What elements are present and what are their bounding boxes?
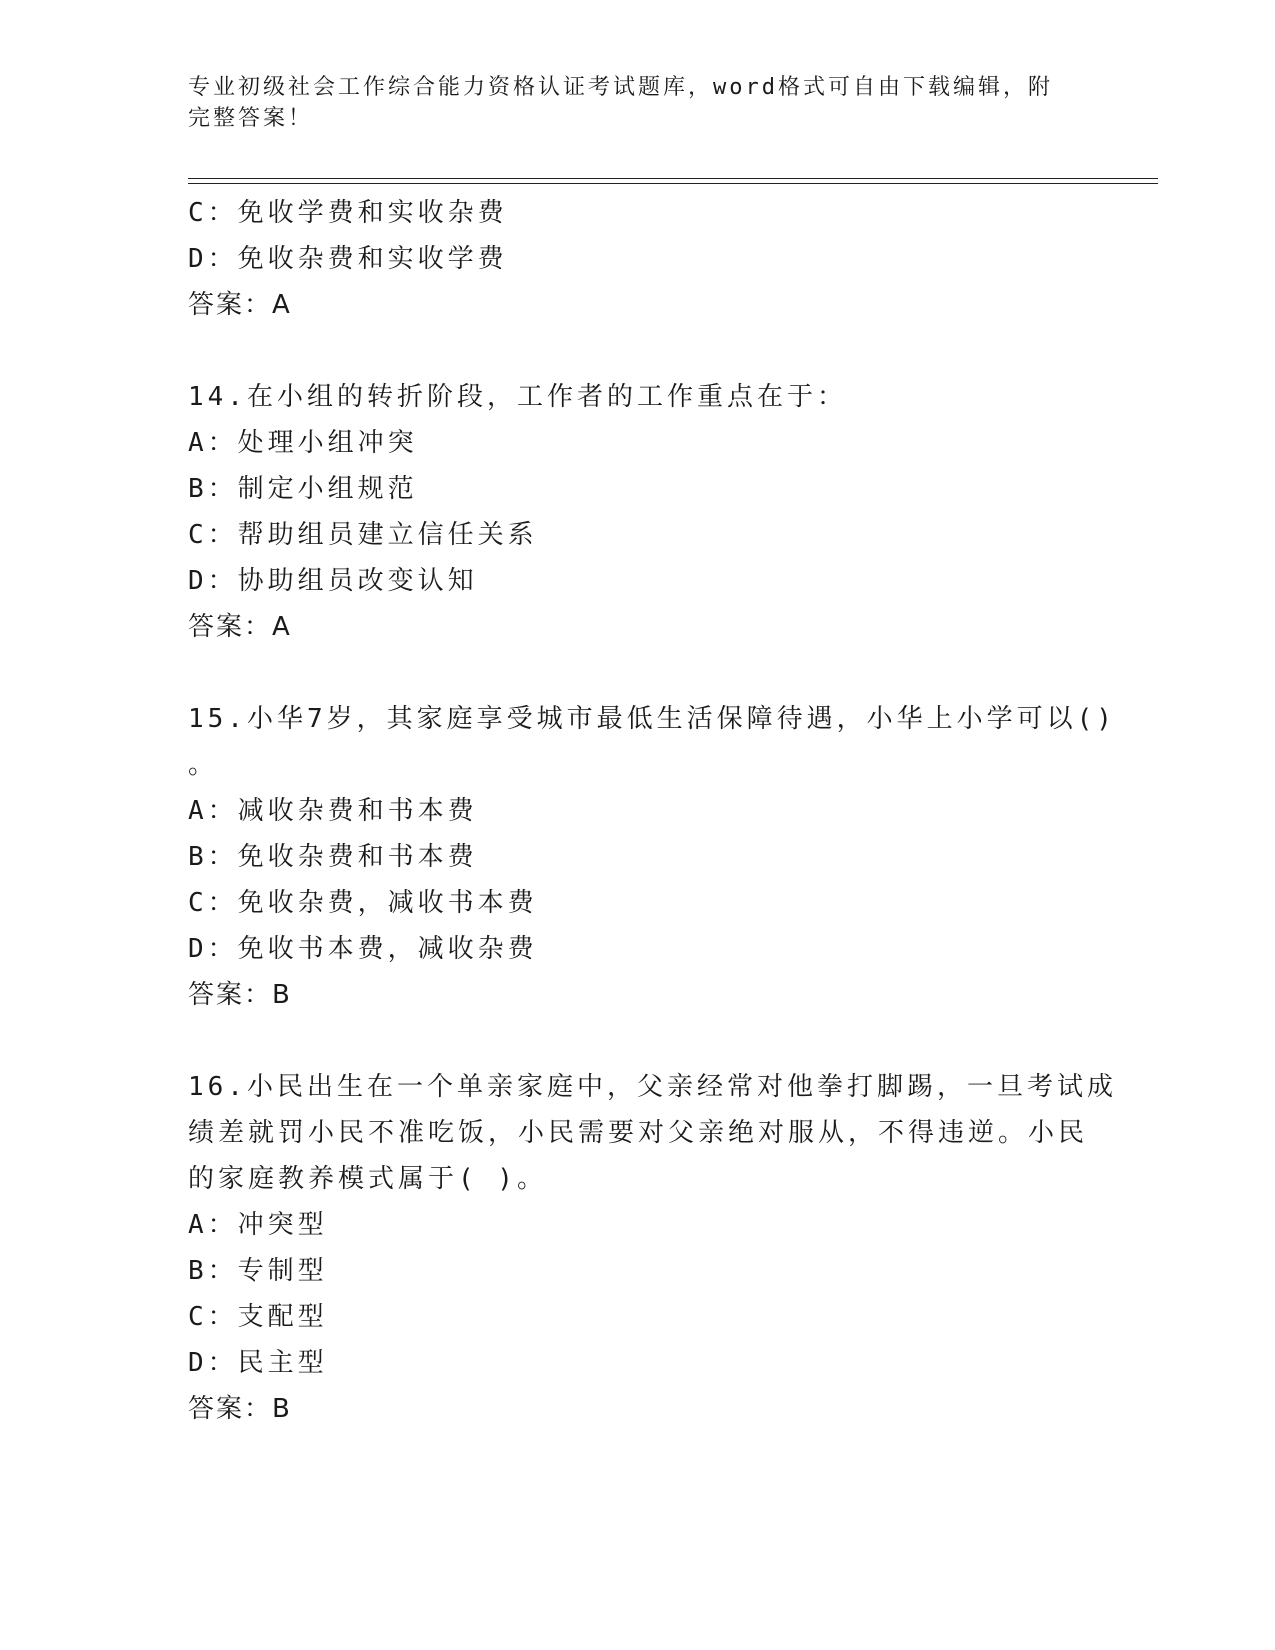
document-header: 专业初级社会工作综合能力资格认证考试题库，word格式可自由下载编辑，附完整答案！: [188, 75, 1053, 131]
option-c: C：支配型: [188, 1302, 328, 1332]
answer: 答案：B: [188, 1394, 292, 1424]
answer: 答案：A: [188, 290, 292, 320]
question-stem-line-3: 的家庭教养模式属于( )。: [188, 1164, 547, 1194]
option-d: D：民主型: [188, 1348, 328, 1378]
option-d: D：免收书本费，减收杂费: [188, 934, 538, 964]
question-stem-line-2: 绩差就罚小民不准吃饭，小民需要对父亲绝对服从，不得违逆。小民: [188, 1118, 1089, 1148]
option-d: D：免收杂费和实收学费: [188, 244, 508, 274]
answer: 答案：B: [188, 980, 292, 1010]
option-b: B：免收杂费和书本费: [188, 842, 478, 872]
option-a: A：冲突型: [188, 1210, 328, 1240]
option-c: C：帮助组员建立信任关系: [188, 520, 538, 550]
question-stem-line-2: 。: [188, 750, 219, 780]
header-divider-bottom: [188, 183, 1158, 184]
option-c: C：免收杂费，减收书本费: [188, 888, 538, 918]
option-b: B：制定小组规范: [188, 474, 418, 504]
question-stem-line-1: 15.小华7岁，其家庭享受城市最低生活保障待遇，小华上小学可以(): [188, 704, 1116, 734]
option-a: A：处理小组冲突: [188, 428, 418, 458]
question-stem: 14.在小组的转折阶段，工作者的工作重点在于：: [188, 382, 847, 412]
option-b: B：专制型: [188, 1256, 328, 1286]
option-c: C：免收学费和实收杂费: [188, 198, 508, 228]
question-list: [188, 190, 1117, 1432]
question-16: [188, 1064, 1117, 1432]
answer: 答案：A: [188, 612, 292, 642]
option-a: A：减收杂费和书本费: [188, 796, 478, 826]
question-stem-line-1: 16.小民出生在一个单亲家庭中，父亲经常对他拳打脚踢，一旦考试成: [188, 1072, 1117, 1102]
header-divider-top: [188, 178, 1158, 179]
question-14: [188, 374, 1088, 650]
question-15: [188, 696, 1116, 1018]
carryover-question: [188, 190, 1088, 328]
option-d: D：协助组员改变认知: [188, 566, 478, 596]
